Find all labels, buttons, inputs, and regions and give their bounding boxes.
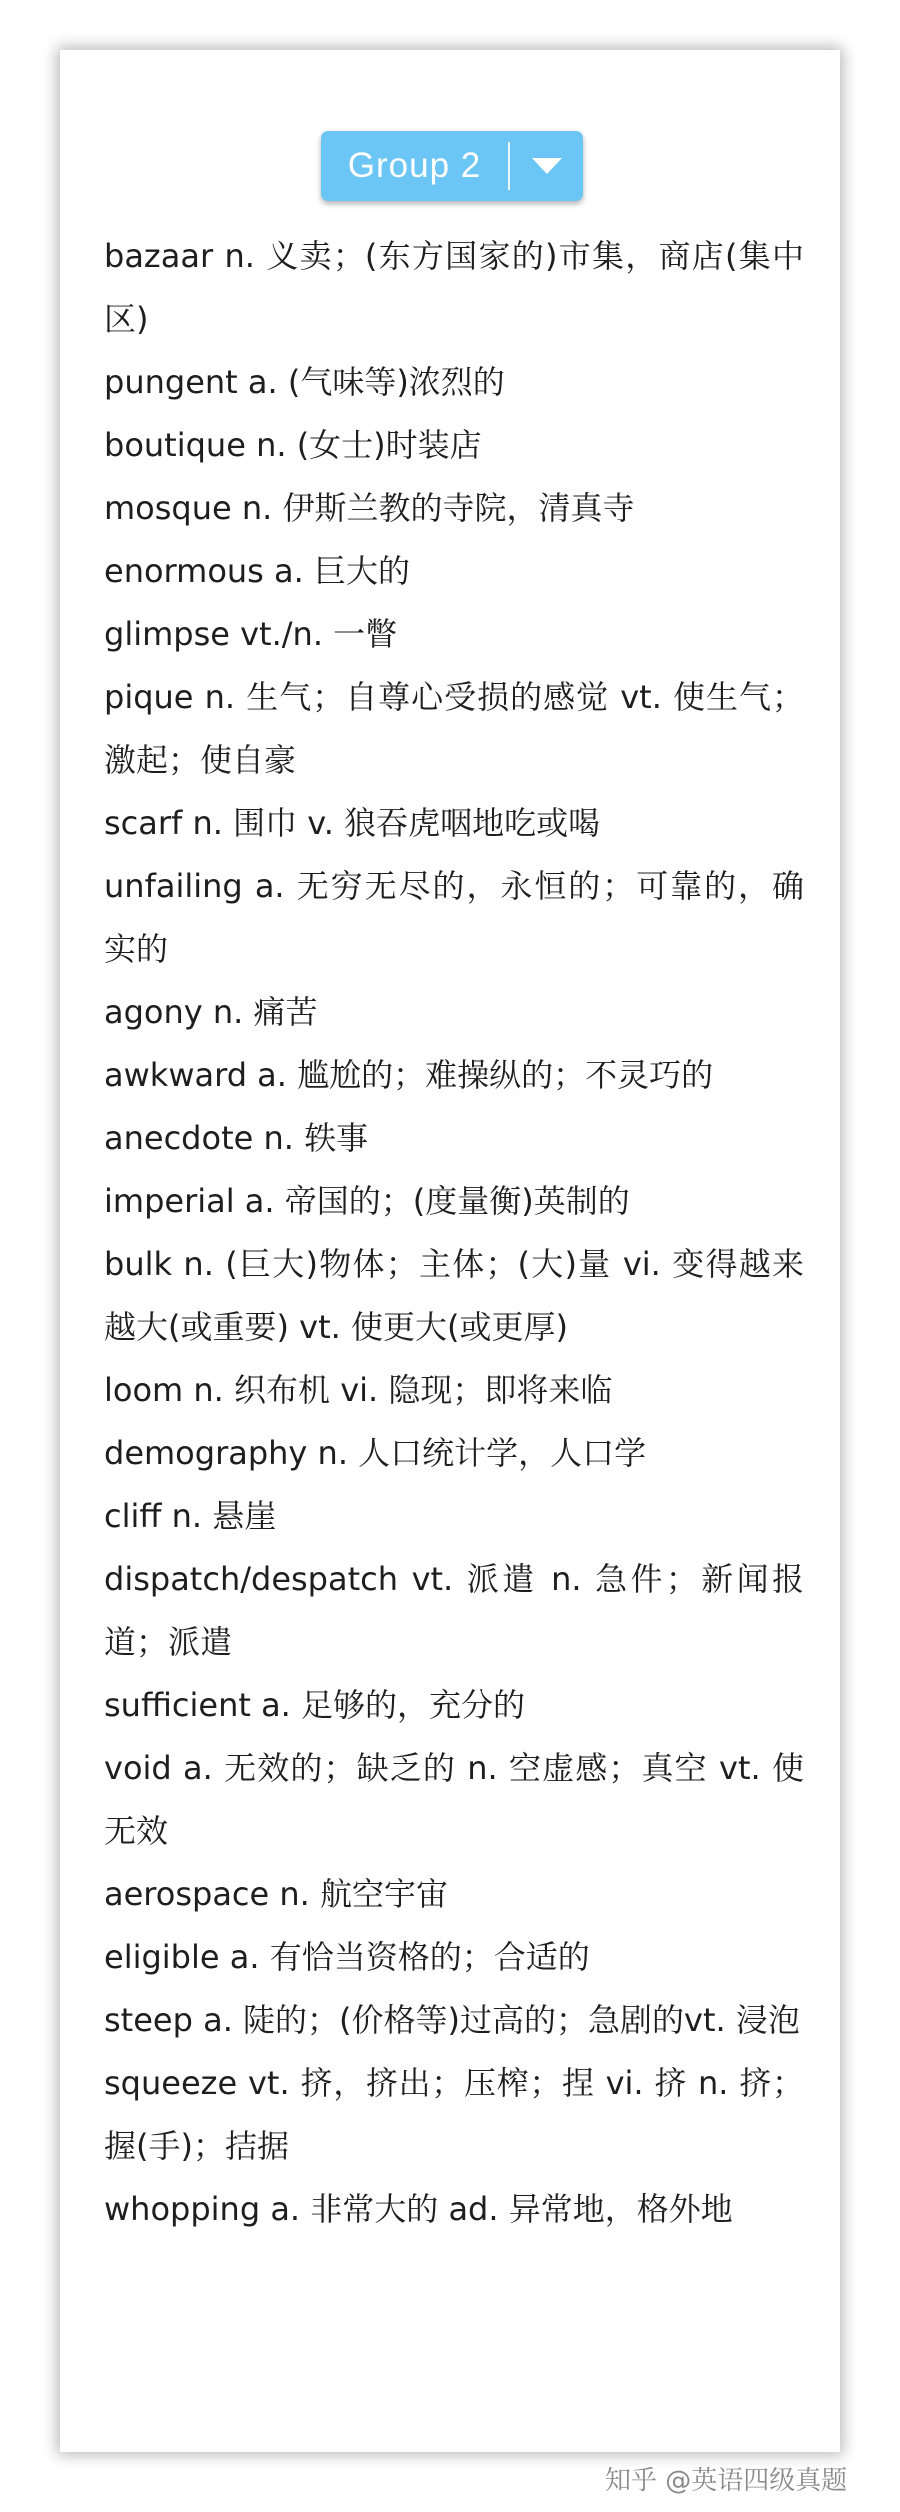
word-entry: bulk n. (巨大)物体；主体；(大)量 vi. 变得越来越大(或重要) vt. 使更大(或更厚) bbox=[104, 1245, 804, 1346]
word-entry: dispatch/despatch vt. 派遣 n. 急件；新闻报道；派遣 bbox=[104, 1560, 804, 1661]
word-entry: awkward a. 尴尬的；难操纵的；不灵巧的 bbox=[104, 1056, 714, 1094]
word-entry: loom n. 织布机 vi. 隐现；即将来临 bbox=[104, 1371, 613, 1409]
word-list bbox=[104, 225, 804, 2241]
chevron-down-icon[interactable] bbox=[510, 156, 583, 176]
group-selector-button[interactable] bbox=[321, 131, 583, 201]
word-entry: demography n. 人口统计学，人口学 bbox=[104, 1434, 647, 1472]
word-entry: pique n. 生气；自尊心受损的感觉 vt. 使生气；激起；使自豪 bbox=[104, 678, 804, 779]
word-entry: bazaar n. 义卖；(东方国家的)市集，商店(集中区) bbox=[104, 237, 804, 338]
watermark: 知乎 @英语四级真题 bbox=[605, 2466, 848, 2496]
word-entry: glimpse vt./n. 一瞥 bbox=[104, 615, 398, 653]
word-entry: cliff n. 悬崖 bbox=[104, 1497, 277, 1535]
word-entry: unfailing a. 无穷无尽的，永恒的；可靠的，确实的 bbox=[104, 867, 804, 968]
word-entry: aerospace n. 航空宇宙 bbox=[104, 1875, 449, 1913]
word-entry: agony n. 痛苦 bbox=[104, 993, 318, 1031]
group-label: Group 2 bbox=[347, 146, 482, 185]
word-entry: anecdote n. 轶事 bbox=[104, 1119, 369, 1157]
word-entry: squeeze vt. 挤，挤出；压榨；捏 vi. 挤 n. 挤；握(手)；拮据 bbox=[104, 2064, 804, 2165]
word-entry: steep a. 陡的；(价格等)过高的；急剧的vt. 浸泡 bbox=[104, 2001, 800, 2039]
word-entry: enormous a. 巨大的 bbox=[104, 552, 410, 590]
word-entry: scarf n. 围巾 v. 狼吞虎咽地吃或喝 bbox=[104, 804, 601, 842]
word-entry: mosque n. 伊斯兰教的寺院，清真寺 bbox=[104, 489, 635, 527]
word-entry: boutique n. (女士)时装店 bbox=[104, 426, 482, 464]
word-entry: sufficient a. 足够的，充分的 bbox=[104, 1686, 526, 1724]
word-entry: pungent a. (气味等)浓烈的 bbox=[104, 363, 505, 401]
word-entry: eligible a. 有恰当资格的；合适的 bbox=[104, 1938, 590, 1976]
word-entry: whopping a. 非常大的 ad. 异常地，格外地 bbox=[104, 2190, 733, 2228]
word-entry: void a. 无效的；缺乏的 n. 空虚感；真空 vt. 使无效 bbox=[104, 1749, 804, 1850]
vocabulary-card bbox=[60, 50, 840, 2452]
word-entry: imperial a. 帝国的；(度量衡)英制的 bbox=[104, 1182, 630, 1220]
